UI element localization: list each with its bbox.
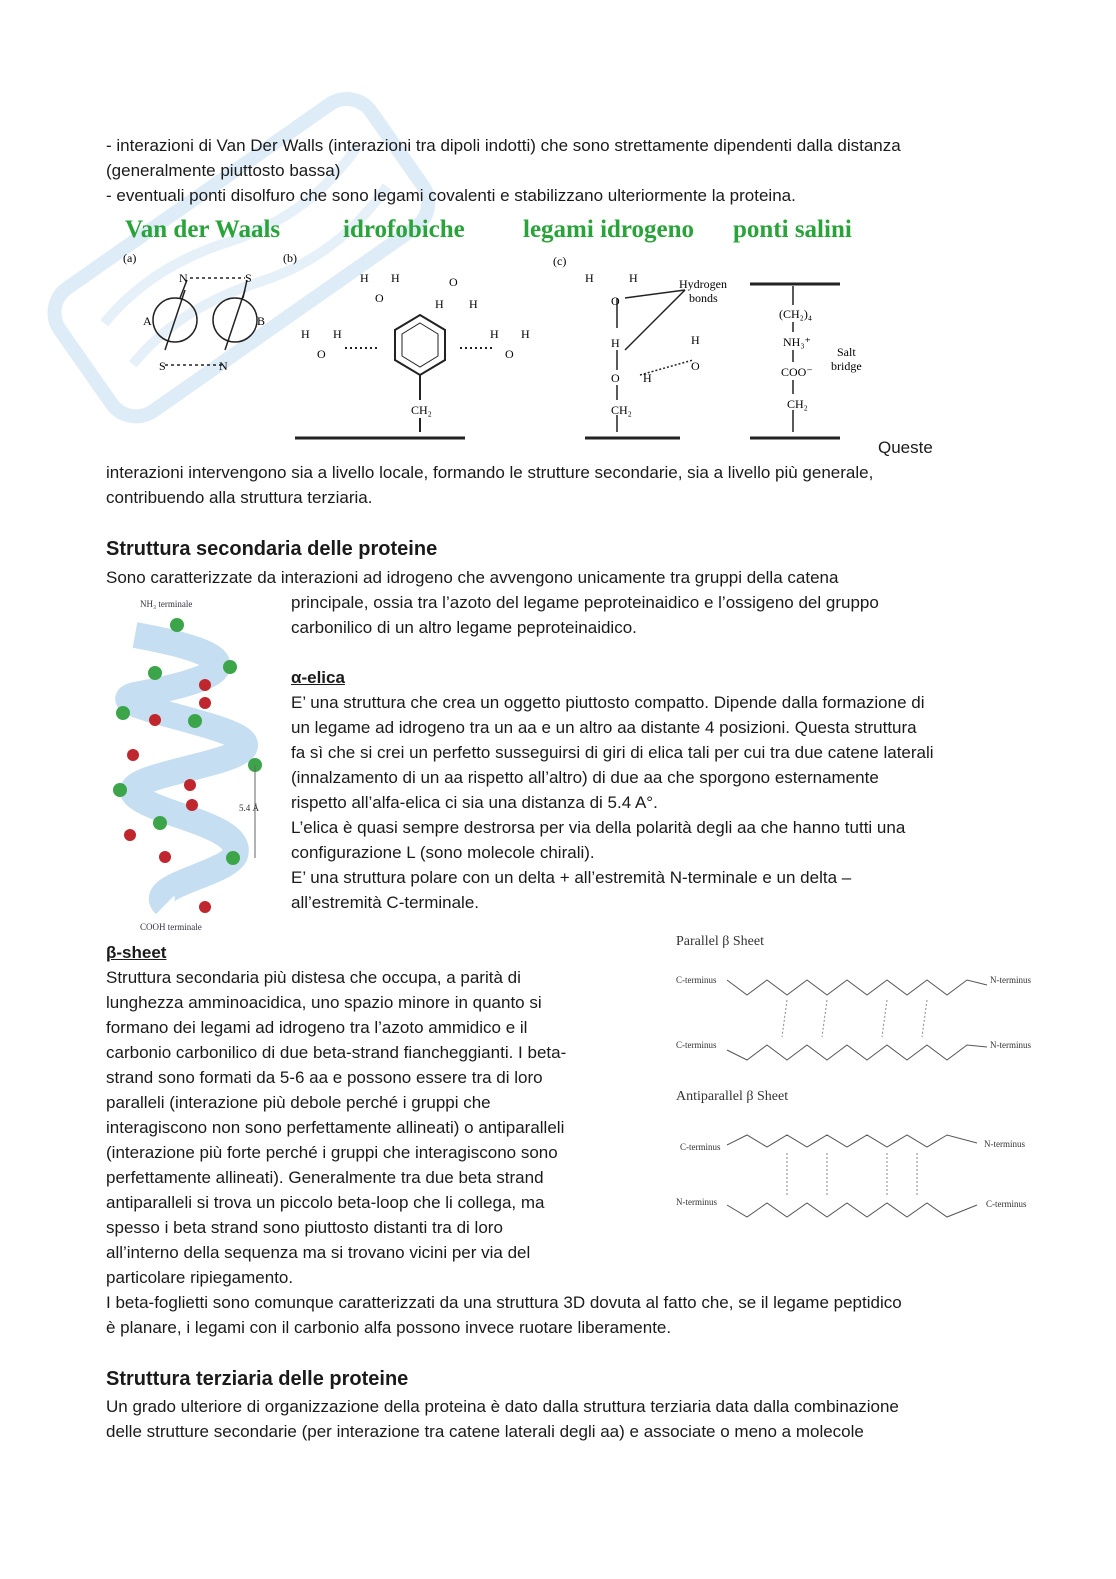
svg-text:O: O — [317, 347, 326, 361]
svg-text:S: S — [245, 271, 252, 285]
c-terminus-label: C-terminus — [680, 1142, 721, 1152]
svg-text:O: O — [611, 371, 620, 385]
svg-text:H: H — [391, 271, 400, 285]
beta-line: carbonio carbonilico di due beta-strand fiancheggianti. I beta- — [106, 1043, 567, 1062]
ch2-4-label: (CH₂)₄ — [779, 307, 813, 321]
alpha-line: E’ una struttura polare con un delta + all’estremità N-terminale e un delta – — [291, 868, 852, 887]
beta-line: antiparalleli si trova un piccolo beta-loop che li collega, ma — [106, 1193, 545, 1212]
svg-text:N: N — [179, 271, 188, 285]
beta-line: formano dei legami ad idrogeno tra l’azoto ammidico e il — [106, 1018, 528, 1037]
beta-line: spesso i beta strand sono piuttosto distanti tra di loro — [106, 1218, 503, 1237]
alpha-line: fa sì che si crei un perfetto susseguirsi di giri di elica tali per cui tra due catene laterali — [291, 743, 934, 762]
c-terminus-label: C-terminus — [676, 975, 717, 985]
svg-text:H: H — [435, 297, 444, 311]
n-terminus-label: N-terminus — [676, 1197, 717, 1207]
beta-line: strand sono formati da 5-6 aa e possono essere tra di loro — [106, 1068, 543, 1087]
subsection-title-beta-sheet: β-sheet — [106, 943, 167, 962]
svg-text:Hydrogen: Hydrogen — [679, 277, 727, 291]
svg-text:A: A — [143, 314, 152, 328]
helix-distance-label: 5.4 Å — [239, 803, 259, 813]
parallel-sheet-title: Parallel β Sheet — [676, 934, 764, 949]
svg-text:H: H — [360, 271, 369, 285]
svg-text:O: O — [505, 347, 514, 361]
after-figure-line: interazioni intervengono sia a livello locale, formando le strutture secondarie, sia a livello più generale, — [106, 463, 874, 482]
svg-text:H: H — [490, 327, 499, 341]
alpha-line: (innalzamento di un aa rispetto all’altro) di due aa che sporgono esternamente — [291, 768, 879, 787]
label-van-der-waals: Van der Waals — [125, 216, 281, 243]
svg-text:H: H — [611, 336, 620, 350]
panel-label-c: (c) — [553, 254, 567, 268]
after-figure-line: contribuendo alla struttura terziaria. — [106, 488, 373, 507]
svg-text:H: H — [469, 297, 478, 311]
paragraph-line: principale, ossia tra l’azoto del legame peproteinaidico e l’ossigeno del gruppo — [291, 593, 879, 612]
paragraph-line: carbonilico di un altro legame peproteinaidico. — [291, 618, 637, 637]
alpha-line: configurazione L (sono molecole chirali). — [291, 843, 595, 862]
helix-bottom-label: COOH terminale — [140, 922, 202, 932]
label-idrofobiche: idrofobiche — [343, 216, 465, 243]
svg-text:H: H — [585, 271, 594, 285]
svg-text:bridge: bridge — [831, 359, 862, 373]
beta-line: perfettamente allineati). Generalmente tra due beta strand — [106, 1168, 544, 1187]
alpha-helix-figure — [105, 595, 285, 935]
intro-line: (generalmente piuttosto bassa) — [106, 161, 341, 180]
coo-label: COO⁻ — [781, 365, 813, 379]
panel-label-a: (a) — [123, 251, 137, 265]
svg-text:CH₂: CH₂ — [611, 403, 632, 417]
beta-line: particolare ripiegamento. — [106, 1268, 294, 1287]
beta-line: è planare, i legami con il carbonio alfa possono invece ruotare liberamente. — [106, 1318, 672, 1337]
svg-text:bonds: bonds — [689, 291, 718, 305]
paragraph-line: Sono caratterizzate da interazioni ad idrogeno che avvengono unicamente tra gruppi della catena — [106, 568, 839, 587]
svg-text:O: O — [611, 294, 620, 308]
beta-line: (interazione più forte perché i gruppi che interagiscono sono — [106, 1143, 558, 1162]
svg-text:H: H — [643, 371, 652, 385]
paragraph-line: Un grado ulteriore di organizzazione della proteina è dato dalla struttura terziaria data dalla combinazione — [106, 1397, 899, 1416]
n-terminus-label: N-terminus — [984, 1139, 1025, 1149]
section-heading-secondary: Struttura secondaria delle proteine — [106, 538, 438, 560]
hydrogen-bond-diagram — [585, 290, 693, 438]
svg-text:S: S — [159, 359, 166, 373]
hydrophobic-diagram — [295, 315, 495, 438]
svg-text:H: H — [333, 327, 342, 341]
svg-text:H: H — [301, 327, 310, 341]
svg-text:B: B — [257, 314, 266, 328]
beta-line: I beta-foglietti sono comunque caratterizzati da una struttura 3D dovuta al fatto che, se il legame peptidico — [106, 1293, 902, 1312]
van-der-waals-diagram — [153, 278, 257, 365]
antiparallel-sheet-title: Antiparallel β Sheet — [676, 1089, 789, 1104]
svg-text:Salt: Salt — [837, 345, 856, 359]
label-ponti-salini: ponti salini — [733, 216, 852, 243]
c-terminus-label: C-terminus — [986, 1199, 1027, 1209]
beta-sheet-figure — [672, 925, 1042, 1245]
intro-line: - interazioni di Van Der Walls (interazioni tra dipoli indotti) che sono strettamente dipendenti dalla distanza — [106, 136, 901, 155]
n-terminus-label: N-terminus — [990, 975, 1031, 985]
svg-text:O: O — [691, 359, 700, 373]
alpha-line: L’elica è quasi sempre destrorsa per via della polarità degli aa che hanno tutti una — [291, 818, 906, 837]
svg-text:H: H — [691, 333, 700, 347]
svg-text:H: H — [629, 271, 638, 285]
subsection-title-alpha-helix: α-elica — [291, 668, 345, 687]
intro-line: - eventuali ponti disolfuro che sono legami covalenti e stabilizzano ulteriormente la proteina. — [106, 186, 796, 205]
section-heading-tertiary: Struttura terziaria delle proteine — [106, 1368, 409, 1390]
panel-label-b: (b) — [283, 251, 297, 265]
beta-line: paralleli (interazione più debole perché i gruppi che — [106, 1093, 491, 1112]
after-figure-line: Queste — [878, 438, 933, 457]
paragraph-line: delle strutture secondarie (per interazione tra catene laterali degli aa) e associate o meno a molecole — [106, 1422, 864, 1441]
svg-text:CH₂: CH₂ — [787, 397, 808, 411]
label-legami-idrogeno: legami idrogeno — [523, 216, 695, 243]
alpha-line: un legame ad idrogeno tra un aa e un altro aa distante 4 posizioni. Questa struttura — [291, 718, 917, 737]
interaction-types-figure — [115, 210, 885, 445]
svg-text:O: O — [449, 275, 458, 289]
beta-line: all’interno della sequenza ma si trovano vicini per via del — [106, 1243, 531, 1262]
alpha-line: rispetto all’alfa-elica ci sia una distanza di 5.4 A°. — [291, 793, 658, 812]
svg-text:H: H — [521, 327, 530, 341]
ch2-label: CH₂ — [411, 403, 432, 417]
svg-text:N: N — [219, 359, 228, 373]
svg-text:O: O — [375, 291, 384, 305]
n-terminus-label: N-terminus — [990, 1040, 1031, 1050]
beta-line: lunghezza amminoacidica, uno spazio minore in quanto si — [106, 993, 542, 1012]
nh3-label: NH₃⁺ — [783, 335, 811, 349]
beta-line: interagiscono non sono perfettamente allineati) o antiparalleli — [106, 1118, 565, 1137]
helix-top-label: NH₃ terminale — [140, 599, 193, 609]
alpha-line: all’estremità C-terminale. — [291, 893, 479, 912]
alpha-line: E’ una struttura che crea un oggetto piuttosto compatto. Dipende dalla formazione di — [291, 693, 925, 712]
beta-line: Struttura secondaria più distesa che occupa, a parità di — [106, 968, 521, 987]
c-terminus-label: C-terminus — [676, 1040, 717, 1050]
